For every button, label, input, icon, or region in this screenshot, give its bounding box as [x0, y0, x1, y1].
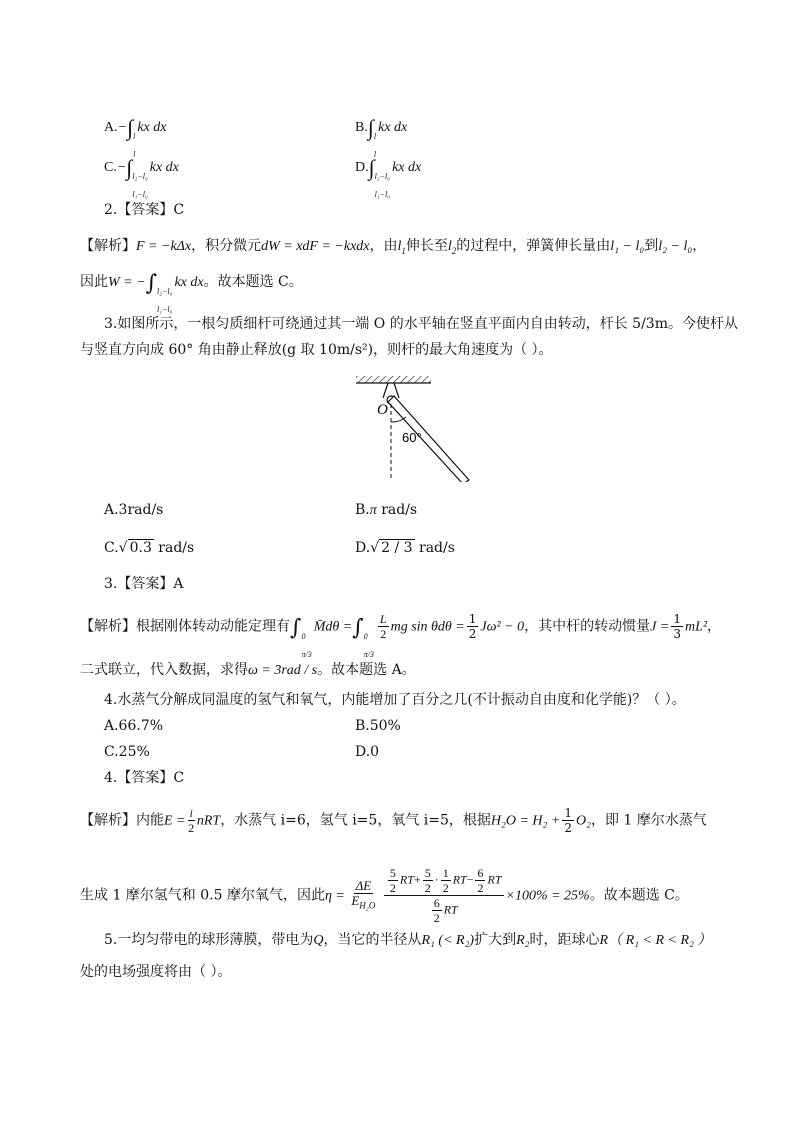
- q3-frac-l2: $\frac{L}{2}$: [379, 612, 387, 641]
- q5-r1: R₁ (< R₂): [421, 933, 475, 948]
- q4-eta-denominator: $E_{H_2O}$: [351, 892, 376, 911]
- q4-eta: η =: [324, 888, 345, 904]
- q2-w-upper: l₂−l₀: [157, 287, 173, 296]
- q3-option-d: D.√ 2 / 3 rad/s: [355, 540, 455, 556]
- q2-line2-prefix: 因此: [80, 274, 108, 290]
- angle-label: 60°: [402, 430, 422, 445]
- q2-answer: 2.【答案】C: [104, 202, 185, 218]
- q2-b-upper: l: [373, 132, 377, 141]
- q3-option-c: C.√ 0.3 rad/s: [104, 540, 195, 556]
- q4-option-b: B.50%: [355, 718, 401, 734]
- q2-range1: l₁ − l₀: [610, 239, 645, 254]
- q2-force-formula: F = −kΔx: [136, 239, 192, 254]
- q3-c-prefix: C.: [104, 540, 119, 556]
- support-right: [394, 383, 399, 398]
- q3-int2-upper: 0: [363, 631, 368, 641]
- q2-l2: $l_2$: [447, 239, 457, 256]
- q4-analysis-line2: [80, 866, 689, 925]
- q2-a-upper: l: [133, 132, 136, 141]
- q2-w-lower: l₁−l₀: [157, 305, 173, 314]
- q2-text4: 的过程中，弹簧伸长量由: [456, 238, 611, 254]
- q5-r2: R₂: [516, 933, 530, 948]
- q3-d-prefix: D.: [355, 540, 371, 556]
- q5-line1-mid3: 时，距球心: [529, 932, 600, 948]
- q3-int1-upper: 0: [301, 631, 306, 641]
- q3-analysis-text2: ，其中杆的转动惯量: [524, 618, 651, 635]
- q3-integrand-left: M̄dθ =: [313, 619, 353, 635]
- q3-frac-third: $\frac{1}{3}$: [673, 612, 681, 641]
- q3-d-radicand: 2 / 3: [381, 540, 413, 556]
- q5-condition: （ R₁ < R < R₂ ）: [608, 933, 712, 948]
- q3-energy: Jω² − 0: [480, 619, 525, 635]
- ceiling-hatch: [356, 376, 431, 383]
- q5-line1-prefix: 5.一均匀带电的球形薄膜，带电为: [104, 932, 314, 948]
- q2-c-integrand: kx dx: [149, 160, 179, 175]
- q4-big-fraction: [384, 866, 504, 925]
- q2-option-a: A.−∫ l l kx dx: [104, 115, 167, 159]
- q3-question-line2: 与竖直方向成 60° 角由静止释放(g 取 10m/s²)，则杆的最大角速度为（ ）。: [80, 342, 553, 358]
- q3-inertia-rest: mL²: [684, 619, 708, 635]
- q3-b-unit: rad/s: [376, 502, 418, 518]
- q2-text5: 到: [644, 238, 659, 254]
- q3-comma: ，: [707, 618, 722, 635]
- q3-analysis-line2: [80, 660, 416, 681]
- q4-frac-i2: $\frac{i}{2}$: [188, 806, 195, 835]
- q5-line1: [104, 930, 711, 951]
- q2-text1: ，积分微元: [191, 238, 262, 254]
- q3-b-pi: π: [369, 503, 377, 518]
- q3-line2-text: 二式联立，代入数据，求得: [80, 662, 248, 678]
- q4-question: 4.水蒸气分解成同温度的氢气和氧气，内能增加了百分之几(不计振动自由度和化学能)？（ ）。: [104, 692, 686, 708]
- q2-w-integrand: kx dx: [174, 275, 204, 290]
- q4-analysis-text2: ，水蒸气 i=6，氢气 i=5，氧气 i=5，根据: [220, 812, 491, 829]
- q3-frac-half: $\frac{1}{2}$: [468, 612, 477, 641]
- q4-big-numerator: $\frac{5}{2}$ RT+ $\frac{5}{2}$ · $\frac{1}{2}$ RT− $\frac{6}{2}$ RT: [384, 866, 504, 896]
- q2-range2: l₂ − l₀: [658, 239, 693, 254]
- q2-a-integrand: kx dx: [137, 120, 167, 135]
- q2-line2-suffix: 。故本题选 C。: [203, 274, 303, 290]
- q5-line1-mid: ，当它的半径从: [323, 932, 422, 948]
- q2-option-b: B.∫ l l kx dx: [355, 115, 408, 159]
- q4-option-c: C.25%: [104, 744, 150, 760]
- q2-d-lower: l₁−l₀: [374, 190, 391, 199]
- q4-eta-numerator: ΔE: [355, 877, 372, 893]
- q4-analysis-text1: 内能: [136, 812, 164, 829]
- q4-analysis-line1: [80, 806, 707, 835]
- q3-d-unit: rad/s: [414, 540, 455, 556]
- q4-frac-half: $\frac{1}{2}$: [564, 806, 572, 835]
- q2-text6: ，: [692, 238, 707, 254]
- q3-answer: 3.【答案】A: [104, 576, 184, 592]
- q2-text3: 伸长至: [405, 238, 448, 254]
- q4-o2: O₂: [576, 813, 591, 829]
- q2-analysis-line1: [80, 236, 706, 261]
- q5-line1-mid2: 扩大到: [474, 932, 517, 948]
- q2-option-c-label: C.: [104, 160, 117, 175]
- q5-line2: 处的电场强度将由（ ）。: [80, 964, 232, 980]
- q4-option-d: D.0: [355, 744, 380, 760]
- q2-c-lower: l₁−l₀: [132, 190, 148, 199]
- support-left: [383, 383, 388, 398]
- q4-reaction-left: H₂O = H₂ +: [490, 813, 561, 829]
- q4-big-denominator: $\frac{6}{2}$ RT: [433, 896, 458, 925]
- q3-integrand-right: mg sin θdθ =: [390, 619, 465, 635]
- q2-a-lower: l: [133, 150, 136, 159]
- q4-option-a: A.66.7%: [104, 718, 164, 734]
- q2-dw-formula: dW = xdF = −kxdx: [261, 239, 370, 254]
- q3-analysis-line1: 【解析】根据刚体转动动能定理有∫ 0 π/3 M̄dθ =∫ 0 π/3 $\frac{L}{2}$ mg sin θdθ = $\frac{1}{2}$ Jω² − 0，其中杆的转动惯量J = $\frac{1}{3}$ mL²，: [80, 612, 722, 659]
- q2-l1: $l_1$: [397, 239, 406, 256]
- q4-answer: 4.【答案】C: [104, 770, 185, 786]
- q2-c-upper: l₂−l₀: [132, 172, 148, 181]
- q4-analysis-tag: 【解析】: [80, 812, 136, 829]
- q2-option-b-label: B.: [355, 120, 368, 135]
- q4-line2-text: 生成 1 摩尔氢气和 0.5 摩尔氧气，因此: [80, 887, 325, 904]
- q2-b-integrand: kx dx: [378, 120, 408, 135]
- q3-question-line1: 3.如图所示，一根匀质细杆可绕通过其一端 O 的水平轴在竖直平面内自由转动，杆长 5/3m。今使杆从: [104, 316, 738, 332]
- q5-r: R: [599, 933, 609, 948]
- q3-analysis-text1: 根据刚体转动动能定理有: [136, 618, 290, 635]
- q3-b-prefix: B.: [355, 502, 370, 518]
- q4-analysis-text3: ，即 1 摩尔水蒸气: [590, 812, 707, 829]
- q2-analysis-tag: 【解析】: [80, 238, 136, 254]
- q4-eta-fraction: [351, 879, 375, 913]
- q3-inertia-j: J =: [650, 619, 670, 635]
- q3-int1-lower: π/3: [301, 649, 312, 659]
- pendulum-figure: [340, 372, 480, 482]
- q3-option-a: A.3rad/s: [104, 502, 164, 518]
- q3-analysis-tag: 【解析】: [80, 618, 136, 635]
- q2-option-a-label: A.: [104, 120, 118, 135]
- q3-omega: ω = 3rad / s: [248, 663, 318, 678]
- q3-c-unit: rad/s: [153, 540, 195, 556]
- q4-line2-end: 。故本题选 C。: [589, 887, 689, 904]
- q2-d-upper: l₂−l₀: [374, 172, 391, 181]
- q2-b-lower: l: [373, 150, 377, 159]
- q2-option-c: C.−∫ l₂−l₀ l₁−l₀ kx dx: [104, 155, 179, 199]
- q3-line2-end: 。故本题选 A。: [317, 662, 416, 678]
- q2-analysis-line2: 因此W = −∫ l₂−l₀ l₁−l₀ kx dx。故本题选 C。: [80, 271, 303, 314]
- q2-option-d-label: D.: [355, 160, 369, 175]
- q2-d-integrand: kx dx: [392, 160, 422, 175]
- rod: [388, 396, 469, 482]
- q3-option-b: [355, 500, 417, 521]
- q4-e-formula: E =: [164, 813, 186, 829]
- q4-result: ×100% = 25%: [505, 888, 590, 904]
- q5-charge: Q: [313, 933, 324, 948]
- q3-int2-lower: π/3: [363, 649, 374, 659]
- point-o-label: O: [377, 402, 388, 418]
- q2-text2: ，由: [369, 238, 398, 254]
- q3-c-radicand: 0.3: [129, 540, 152, 556]
- q2-option-d: D.∫ l₂−l₀ l₁−l₀ kx dx: [355, 155, 422, 199]
- q2-w-formula: W = −: [108, 275, 146, 290]
- q4-nrt: nRT: [196, 813, 221, 829]
